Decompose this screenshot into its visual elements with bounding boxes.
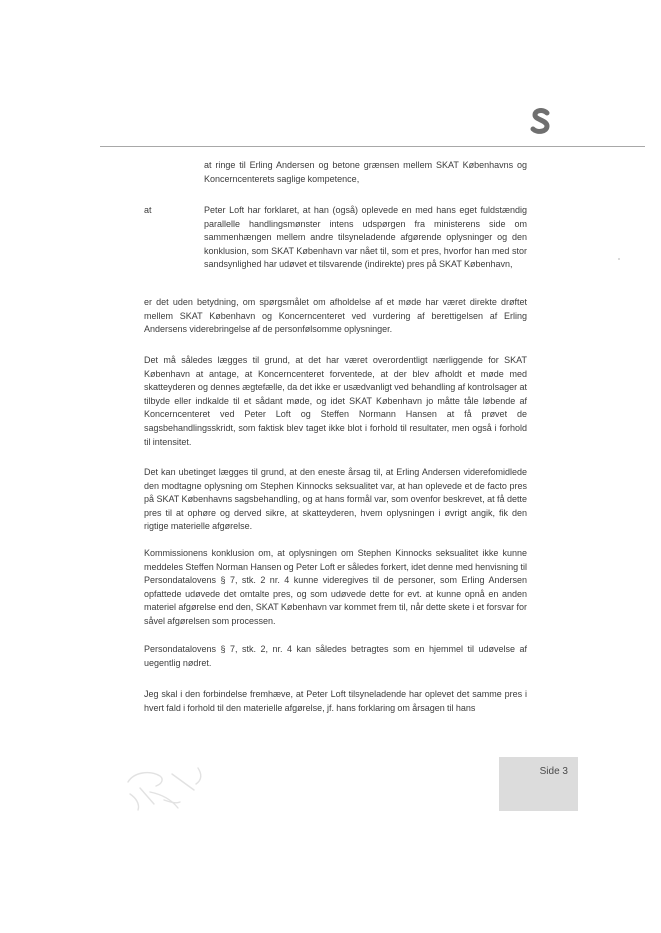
paragraph-1: er det uden betydning, om spørgsmålet om afholdelse af et møde har været direkte drøftet mellem SKAT København og Koncerncenteret ved vurdering af berettigelsen af Erling Andersens viderebringelse af de personfølsomme oplysninger.: [144, 297, 527, 335]
paragraph-4: Kommissionens konklusion om, at oplysningen om Stephen Kinnocks seksualitet ikke kunne meddeles Steffen Norman Hansen og Peter Loft er således forkert, idet denne med henvisning til Persondatalovens § 7, stk. 2 nr. 4 kunne videregives til de personer, som Erling Andersen opfattede udøvede det omtalte pres, og som udøvede dette for evt. at kunne opnå en anden materiel afgørelse end den, SKAT København var kommet frem til, når dette skete i et forsvar for såvel afgørelsen som processen.: [144, 548, 527, 626]
header-divider: [100, 146, 645, 147]
paragraph-2: Det må således lægges til grund, at det har været overordentligt nærliggende for SKAT København at antage, at Koncerncenteret forventede, at der blev afholdt et møde med skatteyderen og dennes ægtefælle, da det ikke er usædvanligt ved behandling af kontrolsager at tilbyde eller indkalde til et sådant møde, og idet SKAT København jo måtte tåle løbende af Koncerncenteret ved Peter Loft og Steffen Normann Hansen at få prøvet de sagsbehandlingsskridt, som faktisk blev taget ikke blot i forhold til resultater, men også i forhold til intensitet.: [144, 355, 527, 447]
page-number: Side 3: [539, 766, 568, 777]
indented-text-2: Peter Loft har forklaret, at han (også) oplevede en med hans eget fuldstændig parallelle handlingsmønster intens udspørgen fra ministerens side om sammenhængen mellem andre tilsyneladende afgørende oplysninger og den konklusion, som SKAT København var nået til, som et pres, hvorfor han med stor sandsynlighed har udøvet et tilsvarende (indirekte) pres på SKAT København,: [204, 205, 527, 270]
page-number-box: [499, 757, 578, 811]
indented-text-1: at ringe til Erling Andersen og betone grænsen mellem SKAT Københavns og Koncerncenterets saglige kompetence,: [204, 160, 527, 184]
skat-s-logo-icon: [530, 108, 552, 134]
paragraph-3: Det kan ubetinget lægges til grund, at den eneste årsag til, at Erling Andersen viderefomidlede den modtagne oplysning om Stephen Kinnocks seksualitet var, at han oplevede et de facto pres på SKAT Københavns sagsbehandling, og at hans formål var, som ovenfor beskrevet, at få dette pres til at ophøre og derved sikre, at skatteyderen, hvem oplysningen i øvrigt angik, fik den rigtige materielle afgørelse.: [144, 467, 527, 532]
faded-crown-logo-icon: [120, 764, 210, 812]
list-marker: at: [144, 205, 152, 215]
scan-speck: [618, 258, 620, 260]
paragraph-5: Persondatalovens § 7, stk. 2, nr. 4 kan således betragtes som en hjemmel til udøvelse af uegentlig nødret.: [144, 644, 527, 668]
paragraph-6: Jeg skal i den forbindelse fremhæve, at Peter Loft tilsyneladende har oplevet det samme pres i hvert fald i forhold til den materielle afgørelse, jf. hans forklaring om årsagen til hans: [144, 689, 527, 713]
